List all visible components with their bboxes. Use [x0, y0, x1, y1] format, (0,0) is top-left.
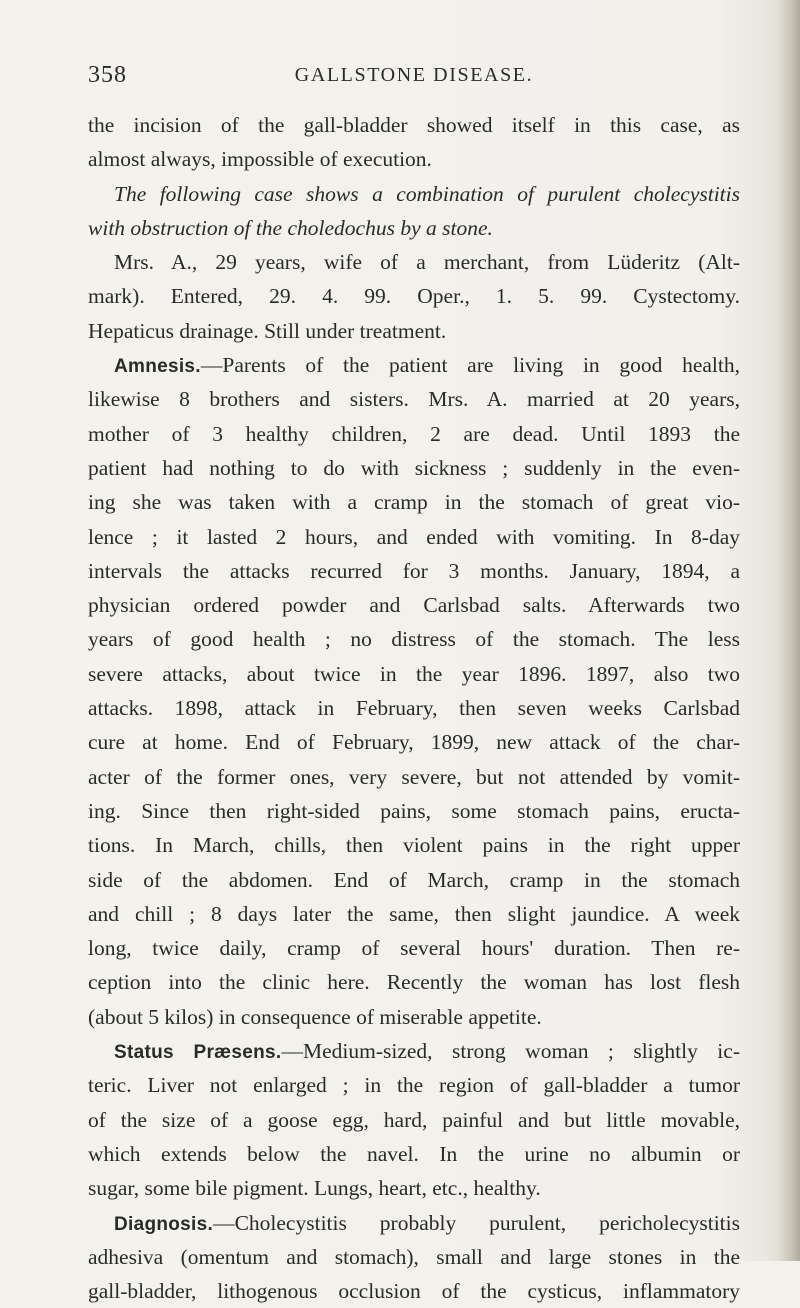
line-text: sugar, some bile pigment. Lungs, heart, etc., healthy. [88, 1176, 541, 1201]
line-text: attacks. 1898, attack in February, then seven weeks Carlsbad [88, 696, 740, 721]
line-text: almost always, impossible of execution. [88, 147, 432, 172]
text-line [88, 863, 740, 897]
line-text: ing she was taken with a cramp in the stomach of great vio- [88, 490, 740, 515]
text-line [88, 622, 740, 656]
text-line [88, 314, 740, 348]
page-edge-shadow [778, 0, 800, 1261]
text-line [88, 142, 740, 176]
line-text: The following case shows a combination of purulent cholecystitis [114, 181, 740, 206]
text-line [88, 1000, 740, 1034]
page-header [88, 62, 740, 92]
line-text: adhesiva (omentum and stomach), small and large stones in the [88, 1244, 740, 1269]
line-text: Mrs. A., 29 years, wife of a merchant, from Lüderitz (Alt- [114, 250, 740, 275]
line-text: long, twice daily, cramp of several hours' duration. Then re- [88, 936, 740, 961]
section-heading: Diagnosis. [114, 1213, 214, 1235]
line-text: acter of the former ones, very severe, but not attended by vomit- [88, 764, 740, 789]
line-text: of the size of a goose egg, hard, painful and but little movable, [88, 1107, 740, 1132]
text-line [88, 279, 740, 313]
text-line [88, 485, 740, 519]
text-line [88, 1068, 740, 1102]
text-line [88, 108, 740, 142]
text-line [88, 348, 740, 382]
line-text: gall-bladder, lithogenous occlusion of the cysticus, inflammatory [88, 1279, 740, 1304]
text-line [88, 760, 740, 794]
line-text: teric. Liver not enlarged ; in the region of gall-bladder a tumor [88, 1073, 740, 1098]
text-line [88, 245, 740, 279]
text-line [88, 1240, 740, 1274]
text-line [88, 1206, 740, 1240]
text-line [88, 1034, 740, 1068]
page-number: 358 [88, 62, 127, 88]
line-text: which extends below the navel. In the urine no albumin or [88, 1141, 740, 1166]
line-text: likewise 8 brothers and sisters. Mrs. A. married at 20 years, [88, 387, 740, 412]
line-text: years of good health ; no distress of the stomach. The less [88, 627, 740, 652]
text-line [88, 1103, 740, 1137]
text-line [88, 965, 740, 999]
text-line [88, 1137, 740, 1171]
line-text: intervals the attacks recurred for 3 months. January, 1894, a [88, 558, 740, 583]
line-text: ing. Since then right-sided pains, some stomach pains, eructa- [88, 798, 740, 823]
line-text: —Cholecystitis probably purulent, pericholecystitis [213, 1210, 740, 1235]
line-text: (about 5 kilos) in consequence of miserable appetite. [88, 1004, 542, 1029]
text-line [88, 554, 740, 588]
line-text: and chill ; 8 days later the same, then slight jaundice. A week [88, 901, 740, 926]
text-line [88, 417, 740, 451]
section-heading: Amnesis. [114, 356, 201, 378]
text-line [88, 897, 740, 931]
text-line [88, 794, 740, 828]
line-text: patient had nothing to do with sickness ; suddenly in the even- [88, 455, 740, 480]
text-line [88, 211, 740, 245]
line-text: physician ordered powder and Carlsbad salts. Afterwards two [88, 593, 740, 618]
text-line [88, 1171, 740, 1205]
text-line [88, 931, 740, 965]
section-heading: Status Præsens. [114, 1042, 282, 1064]
line-text: Hepaticus drainage. Still under treatment. [88, 318, 447, 343]
text-line [88, 520, 740, 554]
text-line [88, 725, 740, 759]
line-text: side of the abdomen. End of March, cramp in the stomach [88, 867, 740, 892]
line-text: lence ; it lasted 2 hours, and ended with vomiting. In 8-day [88, 524, 740, 549]
line-text: mark). Entered, 29. 4. 99. Oper., 1. 5. 99. Cystectomy. [88, 284, 740, 309]
text-line [88, 1274, 740, 1308]
line-text: —Parents of the patient are living in good health, [200, 353, 740, 378]
running-head: GALLSTONE DISEASE. [294, 64, 534, 86]
line-text: cure at home. End of February, 1899, new attack of the char- [88, 730, 740, 755]
line-text: severe attacks, about twice in the year 1896. 1897, also two [88, 661, 740, 686]
text-line [88, 657, 740, 691]
body-text [88, 108, 740, 1308]
line-text: ception into the clinic here. Recently the woman has lost flesh [88, 970, 740, 995]
line-text: the incision of the gall-bladder showed itself in this case, as [88, 113, 740, 137]
text-line [88, 691, 740, 725]
text-line [88, 828, 740, 862]
line-text: —Medium-sized, strong woman ; slightly ic- [281, 1039, 740, 1064]
text-line [88, 177, 740, 211]
text-line [88, 451, 740, 485]
text-line [88, 588, 740, 622]
line-text: tions. In March, chills, then violent pains in the right upper [88, 833, 740, 858]
text-line [88, 382, 740, 416]
line-text: with obstruction of the choledochus by a stone. [88, 215, 493, 240]
line-text: mother of 3 healthy children, 2 are dead. Until 1893 the [88, 421, 740, 446]
